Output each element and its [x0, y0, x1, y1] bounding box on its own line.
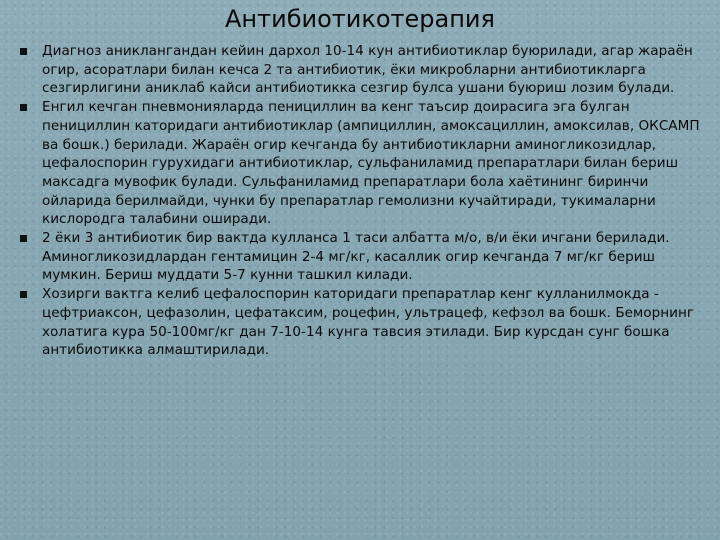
bullet-text: 2 ёки 3 антибиотик бир вактда кулланса 1 таси албатта м/о, в/и ёки ичгани берилади. Аминогликозидлардан гентамицин 2-4 мг/кг, касаллик огир кечганда 7 мг/кг бериш мумкин. Бериш муддати 5-7 кунни ташкил килади. [42, 230, 670, 284]
bullet-item [20, 42, 710, 98]
bullet-item [20, 285, 710, 360]
bullet-item [20, 98, 710, 229]
bullet-text: Диагноз аниклангандан кейин дархол 10-14 кун антибиотиклар буюрилади, агар жараён огир, асоратлари билан кечса 2 та антибиотик, ёки микробларни антибиотикларга сезгирлигини аниклаб кайси антибиотикка сезгир булса ушани буюриш лозим булади. [42, 43, 693, 97]
slide-title: Антибиотикотерапия [225, 5, 495, 33]
bullet-item [20, 229, 710, 285]
square-bullet-icon [20, 48, 27, 55]
square-bullet-icon [20, 104, 27, 111]
bullet-text: Хозирги вактга келиб цефалоспорин катоpидаги препаратлар кенг кулланилмокда - цефтриаксон, цефазолин, цефатаксим, роцефин, ультрацеф, кефзол ва бошк. Беморнинг холатига кура 50-100мг/кг дан 7-10-14 кунга тавсия этилади. Бир курсдан сунг бошка антибиотикка алмаштирилади. [42, 286, 694, 359]
square-bullet-icon [20, 235, 27, 242]
square-bullet-icon [20, 291, 27, 298]
bullet-text: Енгил кечган пневмонияларда пенициллин ва кенг таъсир доирасига эга булган пенициллин катоpидаги антибиотиклар (ампициллин, амоксациллин, амоксилав, ОКСАМП ва бошк.) берилади. Жараён огир кечганда бу антибиотикларни аминогликозидлар, цефалоспорин гурухидаги антибиотиклар, сульфаниламид препаратлари билан бериш максадга мувофик булади. Сульфаниламид препаратлари бола хаётининг биринчи ойларида берилмайди, чунки бу препаратлар гемолизни кучайтиради, тукималарни кислородга талабини оширади. [42, 99, 700, 228]
bullet-list [20, 42, 710, 360]
